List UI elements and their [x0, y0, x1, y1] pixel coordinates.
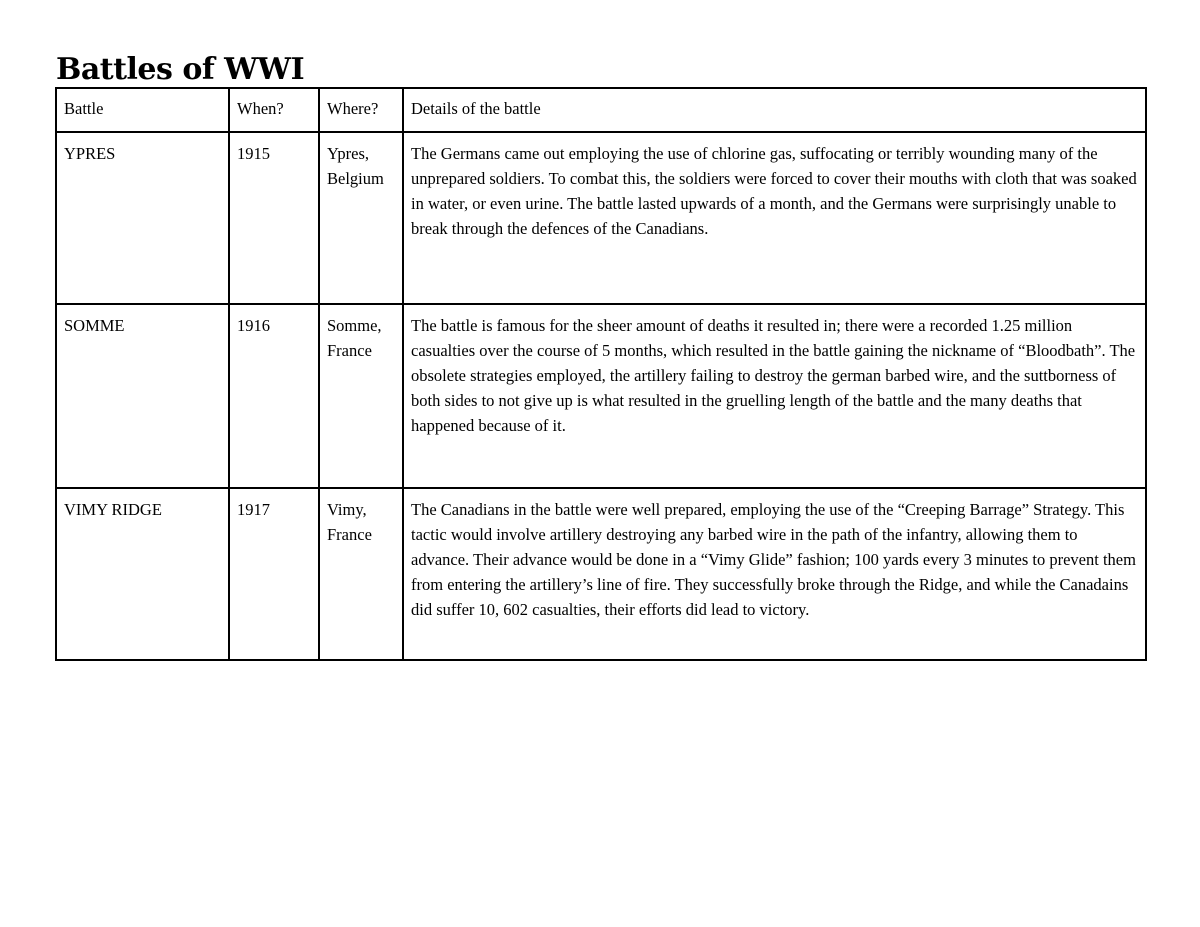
table-row — [56, 132, 1146, 304]
battle-year-cell: 1917 — [229, 488, 319, 660]
header-details: Details of the battle — [403, 88, 1146, 132]
battle-year-cell: 1916 — [229, 304, 319, 488]
battle-details-cell: The battle is famous for the sheer amount of deaths it resulted in; there were a recorded 1.25 million casualties over the course of 5 months, which resulted in the battle gaining the nickname of “Bloodbath”. The obsolete strategies employed, the artillery failing to destroy the german barbed wire, and the suttborness of both sides to not give up is what resulted in the gruelling length of the battle and the many deaths that happened because of it. — [403, 304, 1146, 488]
table-row — [56, 304, 1146, 488]
location-line-1: Ypres, — [327, 144, 370, 163]
location-line-2: Belgium — [327, 169, 384, 188]
battle-location-cell — [319, 488, 403, 660]
battle-name-cell: YPRES — [56, 132, 229, 304]
battles-table — [55, 87, 1147, 661]
battle-details-cell: The Germans came out employing the use of chlorine gas, suffocating or terribly wounding many of the unprepared soldiers. To combat this, the soldiers were forced to cover their mouths with cloth that was soaked in water, or even urine. The battle lasted upwards of a month, and the Germans were surprisingly unable to break through the defences of the Canadians. — [403, 132, 1146, 304]
location-line-1: Vimy, — [327, 500, 367, 519]
table-row — [56, 488, 1146, 660]
header-when: When? — [229, 88, 319, 132]
battle-year-cell: 1915 — [229, 132, 319, 304]
table-header-row — [56, 88, 1146, 132]
battle-name-cell: VIMY RIDGE — [56, 488, 229, 660]
battle-name-cell: SOMME — [56, 304, 229, 488]
header-where: Where? — [319, 88, 403, 132]
location-line-2: France — [327, 525, 372, 544]
battle-location-cell — [319, 304, 403, 488]
header-battle: Battle — [56, 88, 229, 132]
location-line-1: Somme, — [327, 316, 382, 335]
battle-details-cell: The Canadians in the battle were well prepared, employing the use of the “Creeping Barrage” Strategy. This tactic would involve artillery destroying any barbed wire in the path of the infantry, allowing them to advance. Their advance would be done in a “Vimy Glide” fashion; 100 yards every 3 minutes to prevent them from entering the artillery’s line of fire. They successfully broke through the Ridge, and while the Canadains did suffer 10, 602 casualties, their efforts did lead to victory. — [403, 488, 1146, 660]
battle-location-cell — [319, 132, 403, 304]
page-title: Battles of WWI — [56, 52, 305, 87]
location-line-2: France — [327, 341, 372, 360]
